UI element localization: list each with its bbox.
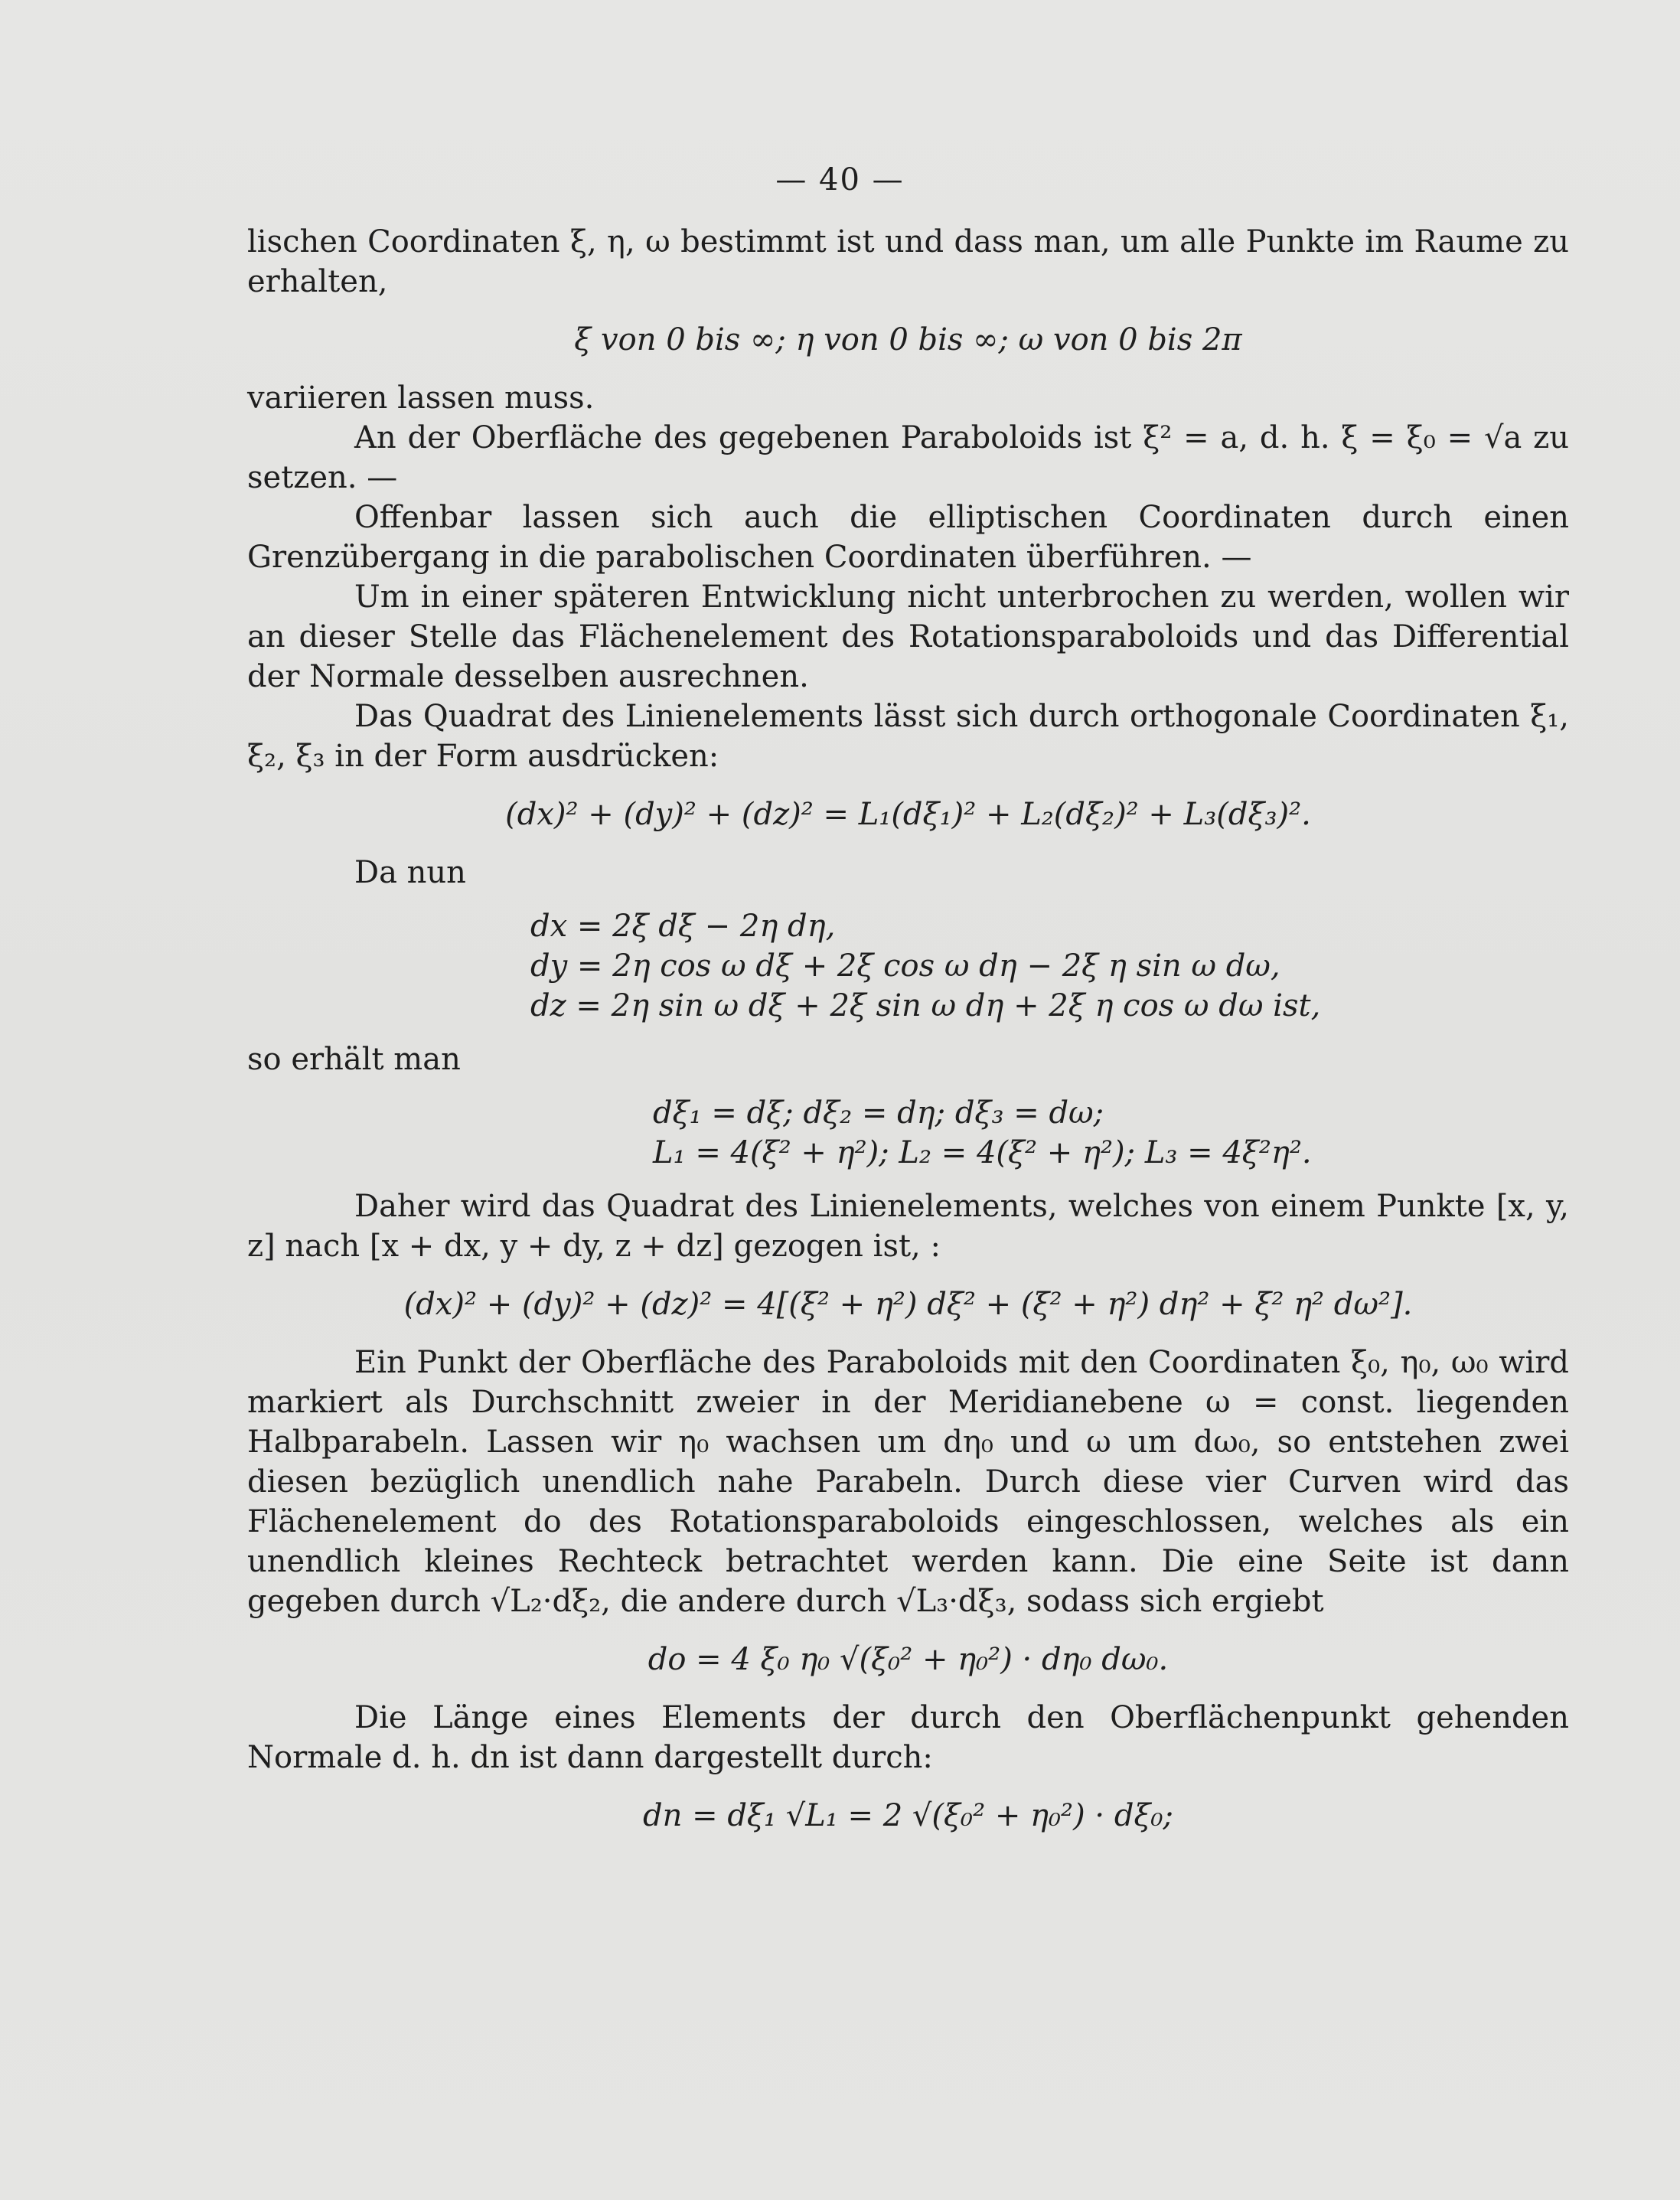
equation-line-element-squared: (dx)² + (dy)² + (dz)² = 4[(ξ² + η²) dξ² + (ξ² + η²) dη² + ξ² η² dω²]. [403, 1287, 1413, 1322]
paragraph-4: Offenbar lassen sich auch die elliptischen Coordinaten durch einen Grenzübergang in die parabolischen Coordinaten überführen. — [247, 500, 1569, 575]
paragraph-3: An der Oberfläche des gegebenen Paraboloids ist ξ² = a, d. h. ξ = ξ₀ = √a zu setzen. — [247, 420, 1569, 495]
paragraph-5: Um in einer späteren Entwicklung nicht unterbrochen zu werden, wollen wir an dieser Stelle das Flächenelement des Rotationsparaboloids und das Differential der Normale desselben ausrechnen. [247, 579, 1569, 694]
equation-dxi: dξ₁ = dξ; dξ₂ = dη; dξ₃ = dω; [653, 1095, 1104, 1131]
paragraph-1: lischen Coordinaten ξ, η, ω bestimmt ist und dass man, um alle Punkte im Raume zu erhalten, [247, 224, 1569, 299]
paragraph-10: Ein Punkt der Oberfläche des Paraboloids mit den Coordinaten ξ₀, η₀, ω₀ wird markiert als Durchschnitt zweier in der Meridianebene ω = const. liegenden Halbparabeln. Lassen wir η₀ wachsen um dη₀ und ω um dω₀, so entstehen zwei diesen bezüglich unendlich nahe Parabeln. Durch diese vier Curven wird das Flächenelement do des Rotationsparaboloids eingeschlossen, welches als ein unendlich kleines Rechteck betrachtet werden kann. Die eine Seite ist dann gegeben durch √L₂·dξ₂, die andere durch √L₃·dξ₃, sodass sich ergiebt [247, 1345, 1569, 1619]
equation-differentials [247, 906, 1569, 1026]
equation-L: L₁ = 4(ξ² + η²); L₂ = 4(ξ² + η²); L₃ = 4ξ²η². [653, 1135, 1312, 1170]
equation-normal-element: dn = dξ₁ √L₁ = 2 √(ξ₀² + η₀²) · dξ₀; [643, 1798, 1173, 1833]
equation-dx: dx = 2ξ dξ − 2η dη, [530, 909, 836, 944]
equation-surface-element: do = 4 ξ₀ η₀ √(ξ₀² + η₀²) · dη₀ dω₀. [648, 1642, 1169, 1677]
equation-dy: dy = 2η cos ω dξ + 2ξ cos ω dη − 2ξ η sin ω dω, [530, 948, 1280, 984]
paragraph-6: Das Quadrat des Linienelements lässt sich durch orthogonale Coordinaten ξ₁, ξ₂, ξ₃ in der Form ausdrücken: [247, 699, 1569, 774]
equation-line-element: (dx)² + (dy)² + (dz)² = L₁(dξ₁)² + L₂(dξ₂)² + L₃(dξ₃)². [505, 797, 1311, 832]
paragraph-11: Die Länge eines Elements der durch den Oberflächenpunkt gehenden Normale d. h. dn ist dann dargestellt durch: [247, 1700, 1569, 1775]
page-number: — 40 — [775, 162, 905, 197]
equation-dz: dz = 2η sin ω dξ + 2ξ sin ω dη + 2ξ η cos ω dω ist, [530, 988, 1321, 1023]
paragraph-8: so erhält man [247, 1042, 461, 1077]
page-body [247, 222, 1569, 1854]
paragraph-7: Da nun [354, 855, 466, 890]
equation-coefficients [247, 1093, 1569, 1173]
paragraph-2: variieren lassen muss. [247, 380, 595, 416]
equation-ranges: ξ von 0 bis ∞; η von 0 bis ∞; ω von 0 bis 2π [574, 322, 1242, 357]
paragraph-9: Daher wird das Quadrat des Linienelements, welches von einem Punkte [x, y, z] nach [x + dx, y + dy, z + dz] gezogen ist, : [247, 1189, 1569, 1264]
